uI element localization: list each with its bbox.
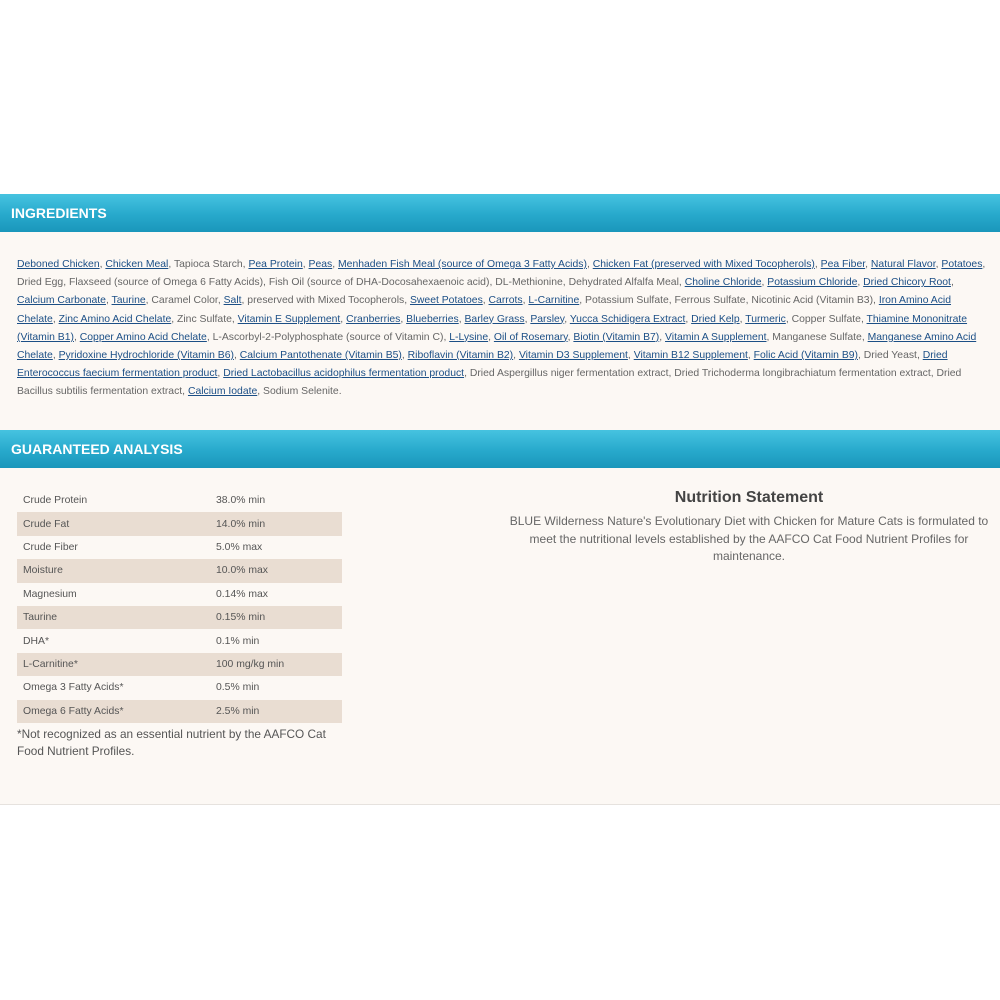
ingredient-link[interactable]: Turmeric bbox=[745, 313, 786, 325]
ingredient-text: Nicotinic Acid (Vitamin B3) bbox=[751, 295, 874, 307]
ingredient-text: Fish Oil (source of DHA-Docosahexaenoic acid) bbox=[268, 277, 490, 289]
ingredient-link[interactable]: Biotin (Vitamin B7) bbox=[573, 331, 660, 343]
ingredient-link[interactable]: Cranberries bbox=[346, 313, 401, 325]
ingredient-text: Dried Bacillus subtilis fermentation extract bbox=[17, 368, 962, 398]
analysis-row bbox=[17, 512, 342, 535]
ingredient-link[interactable]: L-Carnitine bbox=[528, 295, 580, 307]
nutrient-name: Omega 6 Fatty Acids* bbox=[17, 700, 210, 723]
ingredient-link[interactable]: Menhaden Fish Meal (source of Omega 3 Fatty Acids) bbox=[338, 259, 587, 270]
nutrient-name: Crude Protein bbox=[23, 495, 88, 507]
ingredient-link[interactable]: Dried Kelp bbox=[691, 313, 740, 325]
ingredient-link[interactable]: Natural Flavor bbox=[870, 259, 936, 270]
ingredient-link[interactable]: Dried Chicory Root bbox=[863, 277, 951, 289]
nutrient-value: 2.5% min bbox=[210, 700, 342, 723]
ingredient-link[interactable]: Calcium Iodate bbox=[187, 386, 258, 398]
ingredient-link[interactable]: Vitamin E Supplement bbox=[237, 313, 341, 325]
analysis-row bbox=[17, 676, 342, 699]
ingredient-link[interactable]: Pea Protein bbox=[248, 259, 303, 270]
ingredients-header: INGREDIENTS bbox=[0, 194, 1000, 232]
analysis-row bbox=[17, 583, 342, 606]
nutrient-name: Crude Fiber bbox=[23, 541, 78, 553]
nutrition-statement bbox=[499, 489, 999, 566]
ingredient-text: Manganese Sulfate bbox=[772, 331, 862, 343]
nutrient-name: Omega 3 Fatty Acids* bbox=[23, 682, 124, 694]
ingredient-text: Caramel Color bbox=[151, 295, 218, 307]
analysis-row bbox=[17, 559, 342, 582]
ingredient-link[interactable]: Chicken Meal bbox=[105, 259, 169, 270]
ingredient-link[interactable]: Copper Amino Acid Chelate bbox=[79, 331, 207, 343]
nutrient-value: 0.15% min bbox=[210, 606, 342, 629]
ingredient-text: Dehydrated Alfalfa Meal bbox=[568, 277, 679, 289]
product-info-panel bbox=[0, 194, 1000, 805]
ingredient-link[interactable]: Yucca Schidigera Extract bbox=[569, 313, 686, 325]
ingredient-text: Ferrous Sulfate bbox=[674, 295, 746, 307]
nutrient-value: 0.14% max bbox=[216, 588, 268, 600]
ingredient-link[interactable]: Calcium Carbonate bbox=[17, 295, 106, 307]
nutrient-name: Moisture bbox=[17, 559, 210, 582]
ingredient-text: L-Ascorbyl-2-Polyphosphate (source of Vitamin C) bbox=[212, 331, 444, 343]
ingredient-link[interactable]: Carrots bbox=[488, 295, 523, 307]
ingredient-text: Dried Egg bbox=[17, 277, 64, 289]
nutrient-value: 14.0% min bbox=[210, 512, 342, 535]
ingredient-link[interactable]: Manganese Amino Acid Chelate bbox=[17, 331, 977, 362]
ingredient-link[interactable]: Taurine bbox=[111, 295, 146, 307]
ingredient-link[interactable]: Blueberries bbox=[406, 313, 459, 325]
analysis-row bbox=[17, 629, 342, 652]
nutrition-statement-title: Nutrition Statement bbox=[674, 489, 824, 506]
ingredients-list: Deboned Chicken, Chicken Meal, Tapioca Starch, Pea Protein, Peas, Menhaden Fish Meal (source of Omega 3 Fatty Acids), Chicken Fat (preserved with Mixed Tocopherols), Pea Fiber, Natural Flavor, Potatoes, Dried Egg, Flaxseed (source of Omega 6 Fatty Acids), Fish Oil (source of DHA-Docosahexaenoic acid), DL-Methionine, Dehydrated Alfalfa Meal, Choline Chloride, Potassium Chloride, Dried Chicory Root, Calcium Carbonate, Taurine, Caramel Color, Salt, preserved with Mixed Tocopherols, Sweet Potatoes, Carrots, L-Carnitine, Potassium Sulfate, Ferrous Sulfate, Nicotinic Acid (Vitamin B3), Iron Amino Acid Chelate, Zinc Amino Acid Chelate, Zinc Sulfate, Vitamin E Supplement, Cranberries, Blueberries, Barley Grass, Parsley, Yucca Schidigera Extract, Dried Kelp, Turmeric, Copper Sulfate, Thiamine Mononitrate (Vitamin B1), Copper Amino Acid Chelate, L-Ascorbyl-2-Polyphosphate (source of Vitamin C), L-Lysine, Oil of Rosemary, Biotin (Vitamin B7), Vitamin A Supplement, Manganese Sulfate, Manganese Amino Acid Chelate, Pyridoxine Hydrochloride (Vitamin B6), Calcium Pantothenate (Vitamin B5), Riboflavin (Vitamin B2), Vitamin D3 Supplement, Vitamin B12 Supplement, Folic Acid (Vitamin B9), Dried Yeast, Dried Enterococcus faecium fermentation product, Dried Lactobacillus acidophilus fermentation product, Dried Aspergillus niger fermentation extract, Dried Trichoderma longibrachiatum fermentation extract, Dried Bacillus subtilis fermentation extract, Calcium Iodate, Sodium Selenite. bbox=[17, 259, 986, 398]
ingredient-text: Dried Yeast bbox=[863, 350, 917, 362]
guaranteed-analysis-header: GUARANTEED ANALYSIS bbox=[0, 430, 1000, 468]
ingredient-link[interactable]: Vitamin B12 Supplement bbox=[633, 350, 748, 362]
nutrition-statement-text: BLUE Wilderness Nature's Evolutionary Diet with Chicken for Mature Cats is formulated to meet the nutritional levels established by the AAFCO Cat Food Nutrient Profiles for maintenance. bbox=[509, 514, 989, 564]
ingredient-text: Flaxseed (source of Omega 6 Fatty Acids) bbox=[69, 277, 264, 289]
nutrient-name: L-Carnitine* bbox=[17, 653, 210, 676]
ingredient-link[interactable]: Vitamin A Supplement bbox=[665, 331, 767, 343]
ingredient-link[interactable]: Sweet Potatoes bbox=[409, 295, 483, 307]
analysis-row bbox=[17, 700, 342, 723]
nutrient-value: 5.0% max bbox=[216, 541, 263, 553]
analysis-footnote: *Not recognized as an essential nutrient by the AAFCO Cat Food Nutrient Profiles. bbox=[17, 727, 326, 758]
ingredient-link[interactable]: Pyridoxine Hydrochloride (Vitamin B6) bbox=[58, 350, 234, 362]
ingredient-link[interactable]: Zinc Amino Acid Chelate bbox=[58, 313, 172, 325]
ingredient-link[interactable]: Riboflavin (Vitamin B2) bbox=[407, 350, 514, 362]
ingredient-link[interactable]: Salt bbox=[223, 295, 242, 307]
ingredient-link[interactable]: Potassium Chloride bbox=[767, 277, 858, 289]
ingredient-link[interactable]: Choline Chloride bbox=[684, 277, 762, 289]
ingredient-link[interactable]: Dried Lactobacillus acidophilus fermentation product bbox=[223, 368, 465, 380]
nutrient-name: Taurine bbox=[17, 606, 210, 629]
ingredient-link[interactable]: Iron Amino Acid Chelate bbox=[17, 295, 952, 325]
analysis-row bbox=[17, 653, 342, 676]
ingredient-text: preserved with Mixed Tocopherols bbox=[247, 295, 405, 307]
analysis-row bbox=[17, 606, 342, 629]
ingredient-link[interactable]: Deboned Chicken bbox=[17, 259, 100, 270]
analysis-row bbox=[17, 536, 342, 559]
ingredient-text: Potassium Sulfate bbox=[585, 295, 669, 307]
ingredient-link[interactable]: Peas bbox=[308, 259, 333, 270]
ingredient-text: DL-Methionine bbox=[495, 277, 563, 289]
nutrient-value: 10.0% max bbox=[210, 559, 342, 582]
ingredient-text: Zinc Sulfate bbox=[177, 313, 232, 325]
nutrient-name: Crude Fat bbox=[17, 512, 210, 535]
nutrient-name: DHA* bbox=[23, 635, 49, 647]
ingredient-link[interactable]: L-Lysine bbox=[449, 331, 489, 343]
ingredient-link[interactable]: Pea Fiber bbox=[820, 259, 866, 270]
ingredient-text: Dried Trichoderma longibrachiatum fermentation extract bbox=[674, 368, 931, 380]
nutrient-value: 0.1% min bbox=[216, 635, 260, 647]
ingredient-link[interactable]: Vitamin D3 Supplement bbox=[518, 350, 628, 362]
guaranteed-analysis-body bbox=[0, 468, 1000, 802]
ingredient-text: Tapioca Starch bbox=[173, 259, 243, 270]
ingredient-link[interactable]: Thiamine Mononitrate (Vitamin B1) bbox=[17, 313, 968, 343]
ingredient-link[interactable]: Folic Acid (Vitamin B9) bbox=[753, 350, 858, 362]
ingredient-link[interactable]: Oil of Rosemary bbox=[493, 331, 568, 343]
analysis-table bbox=[17, 489, 342, 723]
nutrient-value: 0.5% min bbox=[216, 682, 260, 694]
ingredient-text: Sodium Selenite. bbox=[263, 386, 342, 398]
nutrient-name: Magnesium bbox=[23, 588, 77, 600]
ingredient-link[interactable]: Calcium Pantothenate (Vitamin B5) bbox=[239, 350, 402, 362]
nutrient-value: 100 mg/kg min bbox=[210, 653, 342, 676]
nutrient-value: 38.0% min bbox=[216, 495, 266, 507]
ingredient-link[interactable]: Parsley bbox=[530, 313, 565, 325]
analysis-row bbox=[17, 489, 342, 512]
ingredient-link[interactable]: Barley Grass bbox=[464, 313, 525, 325]
ingredient-text: Dried Aspergillus niger fermentation extract bbox=[469, 368, 669, 380]
ingredient-link[interactable]: Chicken Fat (preserved with Mixed Tocopherols) bbox=[592, 259, 815, 270]
ingredient-link[interactable]: Potatoes bbox=[941, 259, 983, 270]
ingredient-text: Copper Sulfate bbox=[791, 313, 861, 325]
ingredient-link[interactable]: Dried Enterococcus faecium fermentation product bbox=[17, 350, 948, 380]
